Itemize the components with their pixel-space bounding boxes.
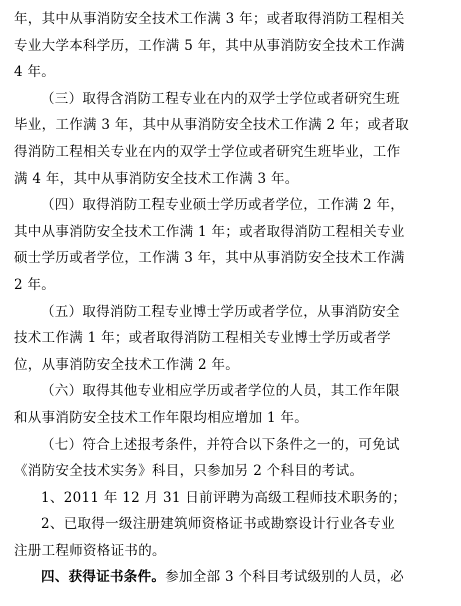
text-line: 毕业，工作满 3 年，其中从事消防安全技术工作满 2 年；或者取: [14, 117, 409, 134]
text-line: （四）取得消防工程专业硕士学历或者学位，工作满 2 年，: [41, 197, 405, 214]
document-body: [14, 6, 451, 564]
text-line: 和从事消防安全技术工作年限均相应增加 1 年。: [14, 409, 309, 426]
text-line: 《消防安全技术实务》科目，只参加另 2 个科目的考试。: [14, 463, 364, 480]
text-line: （六）取得其他专业相应学历或者学位的人员，其工作年限: [41, 383, 400, 400]
text-line: （五）取得消防工程专业博士学历或者学位，从事消防安全: [41, 303, 400, 320]
text-line: 专业大学本科学历，工作满 5 年，其中从事消防安全技术工作满: [14, 37, 405, 54]
text-line: （三）取得含消防工程专业在内的双学士学位或者研究生班: [41, 90, 400, 107]
text-line: 2 年。: [14, 276, 56, 293]
text-line: （七）符合上述报考条件，并符合以下条件之一的，可免试: [41, 436, 400, 453]
text-line: 4 年。: [14, 64, 56, 81]
section-heading-continuation: 参加全部 3 个科目考试级别的人员，必: [165, 569, 405, 586]
text-line: 2、已取得一级注册建筑师资格证书或勘察设计行业各专业: [41, 516, 395, 533]
text-line: 1、2011 年 12 月 31 日前评聘为高级工程师技术职务的；: [41, 489, 407, 506]
section-heading: 四、获得证书条件。: [41, 569, 166, 586]
text-line: 位，从事消防安全技术工作满 2 年。: [14, 356, 240, 373]
text-line: 满 4 年，其中从事消防安全技术工作满 3 年。: [14, 170, 299, 187]
text-line: 注册工程师资格证书的。: [14, 542, 166, 559]
section-heading-line: [14, 564, 451, 591]
text-line: 年，其中从事消防安全技术工作满 3 年；或者取得消防工程相关: [14, 11, 405, 27]
text-line: 技术工作满 1 年；或者取得消防工程相关专业博士学历或者学: [14, 330, 391, 347]
text-line: 其中从事消防安全技术工作满 1 年；或者取得消防工程相关专业: [14, 223, 405, 240]
text-line: 硕士学历或者学位，工作满 3 年，其中从事消防安全技术工作满: [14, 250, 405, 267]
text-line: 得消防工程相关专业在内的双学士学位或者研究生班毕业，工作: [14, 143, 401, 160]
